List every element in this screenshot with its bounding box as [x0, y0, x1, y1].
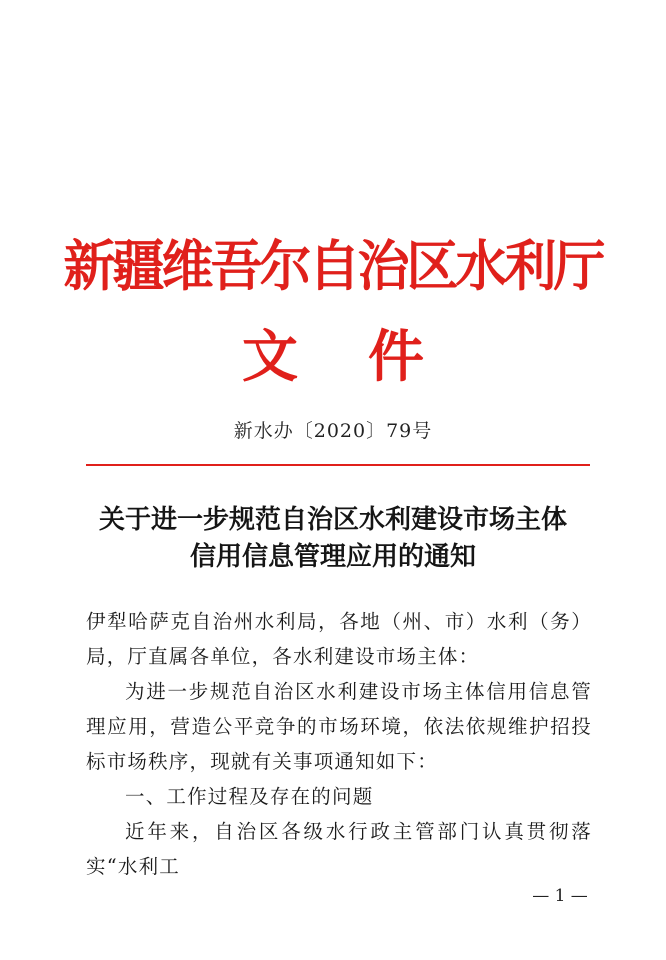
paragraph-intro: 为进一步规范自治区水利建设市场主体信用信息管理应用，营造公平竞争的市场环境，依法依规维护招投标市场秩序，现就有关事项通知如下： — [86, 680, 592, 773]
document-title — [0, 502, 666, 576]
page-number: — 1 — — [532, 886, 588, 906]
document-number: 新水办〔2020〕79号 — [233, 420, 433, 442]
title-line-2: 信用信息管理应用的通知 — [189, 542, 476, 572]
red-separator-line — [86, 464, 590, 466]
paragraph-body: 近年来，自治区各级水行政主管部门认真贯彻落实“水利工 — [86, 820, 592, 878]
title-line-1: 关于进一步规范自治区水利建设市场主体 — [98, 505, 567, 535]
issuer-name: 新疆维吾尔自治区水利厅 — [63, 234, 603, 299]
recipients: 伊犁哈萨克自治州水利局，各地（州、市）水利（务）局，厅直属各单位，各水利建设市场主体： — [86, 610, 592, 668]
section-heading: 一、工作过程及存在的问题 — [125, 785, 374, 808]
document-type: 文件 — [242, 324, 494, 390]
document-body — [86, 604, 592, 884]
